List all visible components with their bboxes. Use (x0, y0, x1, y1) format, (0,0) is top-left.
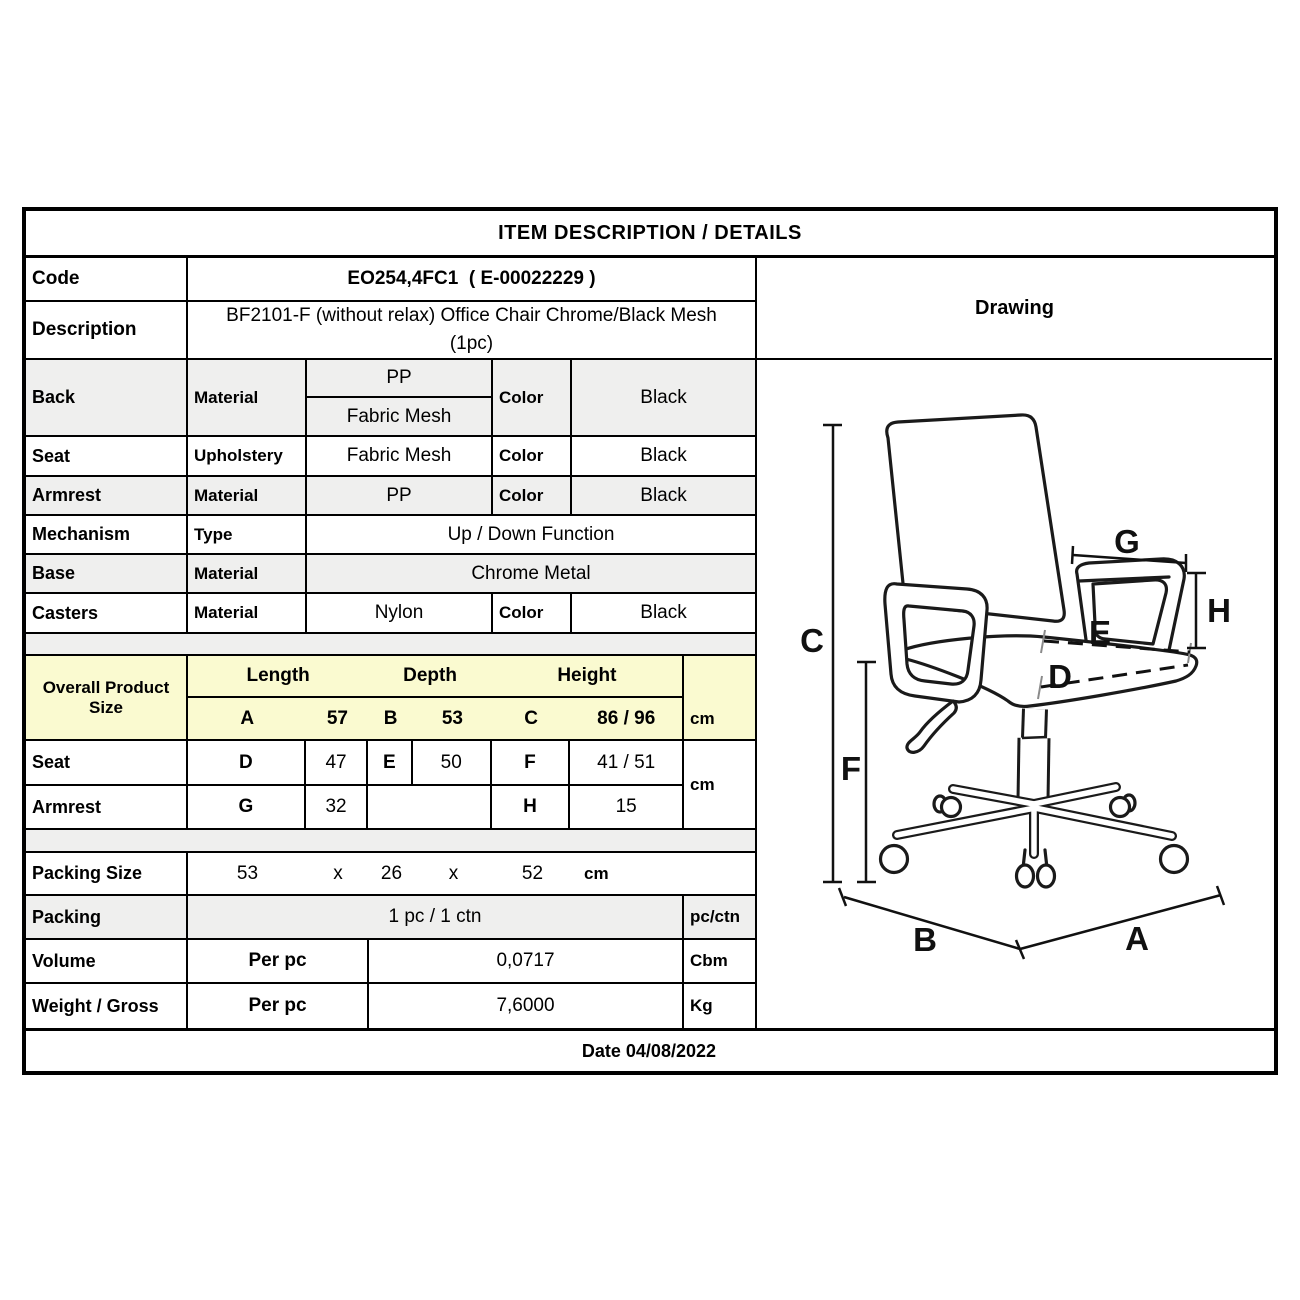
description-line1: BF2101-F (without relax) Office Chair Chrome/Black Mesh (226, 305, 717, 327)
size-overall-c-key: C (524, 707, 538, 729)
sheet-body (26, 258, 1274, 1028)
volume-unit: Cbm (690, 951, 728, 970)
base-label: Base (26, 555, 188, 592)
armrest-dims-label: Armrest (26, 786, 188, 828)
size-overall-unit: cm (690, 708, 715, 728)
code-value: EO254,4FC1 ( E-00022229 ) (347, 268, 596, 289)
chair-caster-left (881, 846, 908, 873)
dim-label-c: C (800, 622, 824, 659)
spacer-row-1 (26, 634, 755, 656)
dim-label-d: D (1048, 658, 1072, 695)
code-label: Code (26, 258, 188, 300)
size-header-length: Length (246, 665, 310, 686)
chair-lever (907, 701, 956, 752)
spec-table (26, 258, 757, 1028)
base-attr: Material (188, 555, 307, 592)
size-header-depth: Depth (403, 665, 457, 686)
armrest-attr: Material (188, 477, 307, 514)
casters-color-value: Black (640, 602, 687, 623)
description-line2: (1pc) (449, 333, 494, 354)
drawing-panel (757, 258, 1272, 1028)
packing-row (26, 896, 755, 940)
casters-label: Casters (26, 594, 188, 632)
seat-color-value: Black (640, 445, 687, 466)
description-row (26, 302, 755, 360)
packing-size-label: Packing Size (26, 853, 188, 894)
size-header-stack (188, 656, 684, 739)
size-overall-b-value: 53 (441, 707, 463, 729)
dim-g-left-tick (1072, 546, 1073, 564)
chair-caster-front-wheel-1 (1017, 865, 1034, 887)
volume-per: Per pc (188, 940, 369, 982)
back-row (26, 360, 755, 437)
date-row (26, 1028, 1274, 1071)
dims-stack (26, 741, 684, 828)
packing-size-unit: cm (584, 863, 609, 883)
armrest-value: PP (307, 477, 493, 514)
weight-unit: Kg (690, 996, 713, 1015)
seat-dim-e-key: E (368, 741, 413, 784)
armrest-row (26, 477, 755, 516)
size-dim-header-row (188, 656, 682, 698)
back-material-2: Fabric Mesh (346, 405, 452, 427)
casters-attr: Material (188, 594, 307, 632)
description-label: Description (26, 302, 188, 358)
armrest-dims-row (26, 786, 682, 828)
dim-label-b: B (913, 921, 937, 958)
casters-row (26, 594, 755, 634)
dim-label-g: G (1114, 523, 1140, 560)
seat-dim-e-value: 50 (413, 741, 492, 784)
back-attr: Material (188, 360, 307, 435)
dim-label-e: E (1088, 614, 1112, 651)
sheet-title: ITEM DESCRIPTION / DETAILS (26, 211, 1274, 258)
chair-gas-lift (1022, 709, 1047, 800)
mechanism-attr: Type (188, 516, 307, 553)
volume-label: Volume (26, 940, 188, 982)
chair-caster-back-right (1111, 798, 1130, 817)
gas-lift-upper-fill (1034, 709, 1035, 738)
seat-label: Seat (26, 437, 188, 475)
mechanism-label: Mechanism (26, 516, 188, 553)
packing-size-row (26, 853, 755, 896)
chair-caster-back-left (942, 798, 961, 817)
mechanism-row (26, 516, 755, 555)
packing-size-values (188, 853, 755, 894)
date-value: Date 04/08/2022 (581, 1040, 716, 1061)
seat-value: Fabric Mesh (307, 437, 493, 475)
seat-dim-d-key: D (188, 741, 307, 784)
packing-size-v2: 26 (380, 862, 403, 884)
overall-size-label: Overall Product Size (26, 656, 188, 739)
packing-size-x2: x (448, 862, 459, 884)
seat-row (26, 437, 755, 477)
back-label: Back (26, 360, 188, 435)
back-color-value: Black (640, 386, 687, 408)
casters-color-label: Color (493, 594, 572, 632)
packing-label: Packing (26, 896, 188, 938)
size-overall-unit-spacer (684, 656, 755, 698)
base-row (26, 555, 755, 594)
armrest-color-label: Color (493, 477, 572, 514)
drawing-area (757, 360, 1272, 1028)
dim-label-a: A (1125, 920, 1149, 957)
size-overall-values-row (188, 698, 682, 739)
description-value (188, 302, 755, 358)
overall-size-block (26, 656, 755, 741)
drawing-header: Drawing (757, 258, 1272, 360)
gas-lift-collar (1022, 737, 1047, 738)
casters-value: Nylon (307, 594, 493, 632)
seat-dims-row (26, 741, 682, 786)
armrest-dim-g-key: G (188, 786, 307, 828)
back-material-1: PP (307, 360, 491, 398)
size-overall-a-key: A (240, 707, 255, 729)
dims-unit: cm (690, 774, 715, 794)
packing-size-v1: 53 (236, 862, 259, 884)
dim-a-line (1020, 895, 1221, 949)
armrest-dim-h-value: 15 (615, 796, 637, 817)
dim-label-h: H (1207, 592, 1231, 629)
base-value: Chrome Metal (471, 562, 591, 584)
spec-sheet (22, 207, 1278, 1075)
chair-caster-front-wheel-2 (1038, 865, 1055, 887)
weight-label: Weight / Gross (26, 984, 188, 1028)
office-chair-drawing (757, 360, 1272, 1028)
armrest-dim-empty (368, 786, 492, 828)
seat-dim-f-key: F (492, 741, 571, 784)
size-overall-unit-stack (684, 656, 755, 739)
volume-row (26, 940, 755, 984)
weight-value: 7,6000 (369, 984, 684, 1028)
code-row (26, 258, 755, 302)
armrest-color-value: Black (640, 484, 687, 506)
packing-size-x1: x (333, 862, 343, 884)
packing-unit: pc/ctn (690, 907, 741, 926)
dims-block (26, 741, 755, 830)
size-overall-b-key: B (383, 707, 398, 729)
armrest-label: Armrest (26, 477, 188, 514)
spacer-row-2 (26, 830, 755, 853)
armrest-dim-h-key: H (492, 786, 571, 828)
seat-dim-d-value: 47 (306, 741, 368, 784)
seat-dims-label: Seat (26, 741, 188, 784)
mechanism-value: Up / Down Function (447, 523, 615, 545)
size-header-height: Height (557, 665, 617, 686)
back-color-label: Color (493, 360, 572, 435)
volume-value: 0,0717 (369, 940, 684, 982)
seat-color-label: Color (493, 437, 572, 475)
seat-attr: Upholstery (188, 437, 307, 475)
chair-base (881, 787, 1188, 887)
seat-dim-f-value: 41 / 51 (597, 751, 656, 773)
gas-lift-lower-fill (1033, 738, 1034, 800)
weight-row (26, 984, 755, 1028)
back-material-stack (307, 360, 493, 435)
dim-label-f: F (840, 750, 862, 787)
size-overall-a-value: 57 (326, 707, 348, 729)
packing-size-v3: 52 (521, 862, 544, 884)
armrest-dim-g-value: 32 (306, 786, 368, 828)
weight-per: Per pc (188, 984, 369, 1028)
size-overall-c-value: 86 / 96 (597, 707, 656, 729)
chair-caster-right (1161, 846, 1188, 873)
packing-value: 1 pc / 1 ctn (188, 896, 684, 938)
